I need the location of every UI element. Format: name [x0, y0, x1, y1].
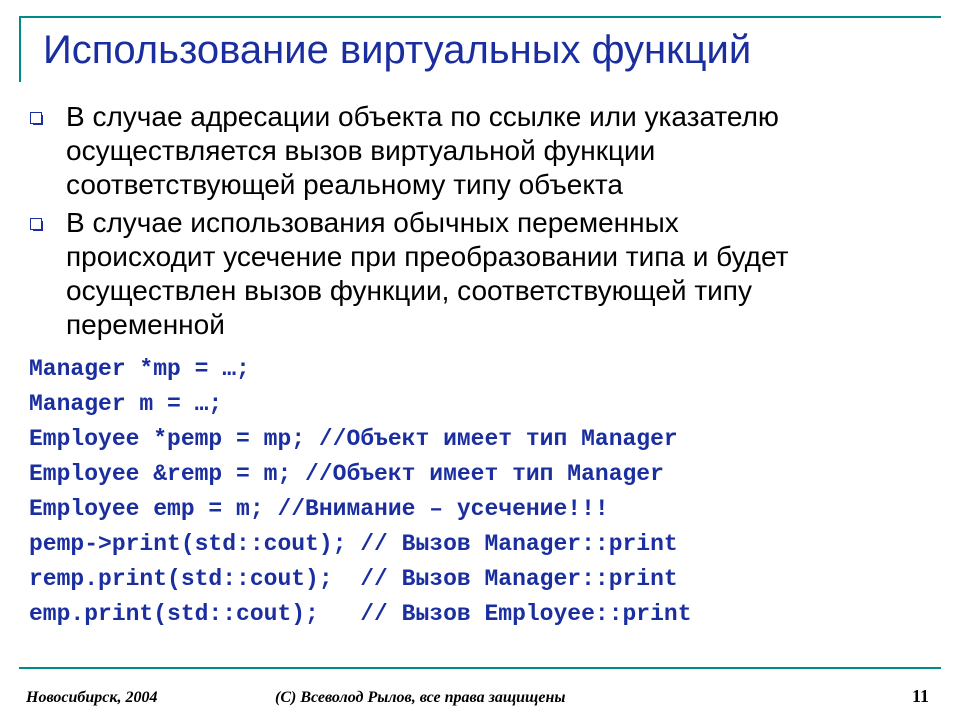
code-block [29, 352, 692, 632]
bullet-line: осуществляется вызов виртуальной функции [66, 135, 656, 166]
bullet-list [30, 100, 930, 346]
bullet-line: соответствующей реальному типу объекта [66, 169, 624, 200]
code-line: Manager m = …; [29, 391, 223, 417]
bullet-line: переменной [66, 309, 225, 340]
code-line: Employee emp = m; //Внимание – усечение!!! [29, 496, 609, 522]
code-line: pemp->print(std::cout); // Вызов Manager::print [29, 531, 678, 557]
code-line: Manager *mp = …; [29, 356, 250, 382]
bullet-line: происходит усечение при преобразовании типа и будет [66, 241, 789, 272]
bullet-line: В случае адресации объекта по ссылке или указателю [66, 101, 779, 132]
square-bullet-icon [30, 112, 44, 126]
bullet-line: В случае использования обычных переменных [66, 207, 679, 238]
page-number: 11 [912, 686, 930, 706]
title-top-rule [19, 16, 941, 18]
footer-copyright: (C) Всеволод Рылов, все права защищены [275, 689, 566, 706]
code-line: emp.print(std::cout); // Вызов Employee::print [29, 601, 692, 627]
code-line: remp.print(std::cout); // Вызов Manager::print [29, 566, 678, 592]
title-left-rule [19, 16, 21, 82]
square-bullet-icon [30, 218, 44, 232]
footer-rule [19, 667, 941, 669]
bullet-item [30, 100, 930, 202]
code-line: Employee &remp = m; //Объект имеет тип Manager [29, 461, 664, 487]
slide-title: Использование виртуальных функций [43, 28, 752, 72]
code-line: Employee *pemp = mp; //Объект имеет тип Manager [29, 426, 678, 452]
bullet-line: осуществлен вызов функции, соответствующей типу [66, 275, 752, 306]
bullet-item [30, 206, 930, 342]
footer-location: Новосибирск, 2004 [26, 689, 158, 706]
